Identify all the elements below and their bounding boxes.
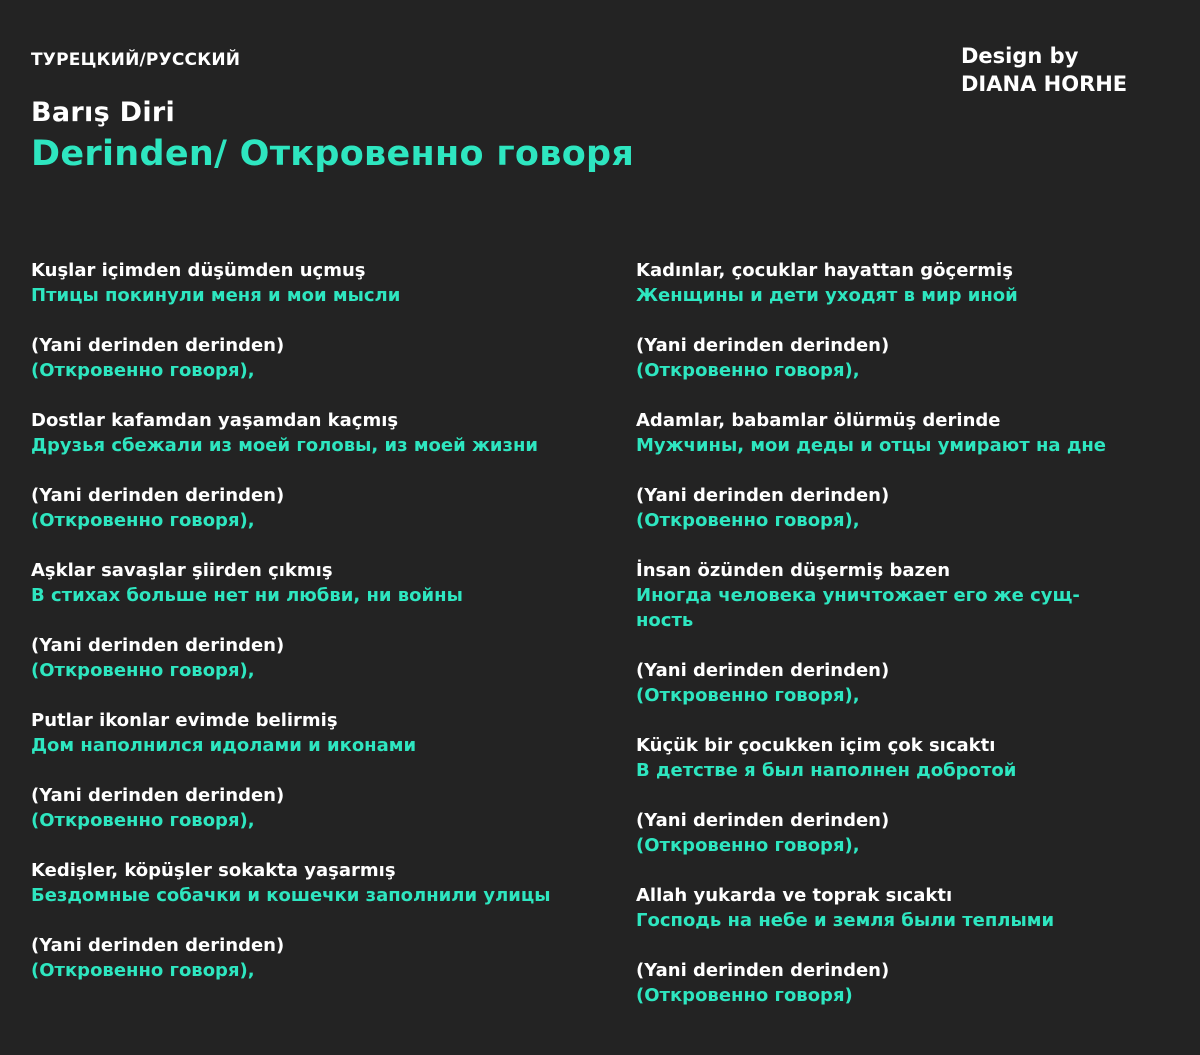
- turkish-line: (Yani derinden derinden): [31, 635, 285, 656]
- russian-line: (Откровенно говоря),: [636, 835, 860, 856]
- lyric-pair: [31, 633, 611, 683]
- turkish-line: (Yani derinden derinden): [636, 960, 890, 981]
- russian-line: (Откровенно говоря),: [31, 510, 255, 531]
- turkish-line: Kuşlar içimden düşümden uçmuş: [31, 260, 366, 281]
- russian-line: В детстве я был наполнен добротой: [636, 760, 1017, 781]
- russian-line: Дом наполнился идолами и иконами: [31, 735, 417, 756]
- russian-line: Мужчины, мои деды и отцы умирают на дне: [636, 435, 1107, 456]
- russian-line: Господь на небе и земля были теплыми: [636, 910, 1055, 931]
- credit-line-1: Design by: [961, 44, 1079, 68]
- artist-name: Barış Diri: [31, 97, 176, 128]
- lyric-pair: [31, 483, 611, 533]
- lyric-pair: [31, 408, 611, 458]
- turkish-line: İnsan özünden düşermiş bazen: [636, 560, 951, 581]
- credit-line-2: DIANA HORHE: [961, 72, 1128, 96]
- design-credit: [961, 42, 1127, 98]
- lyric-pair: [31, 558, 611, 608]
- russian-line: (Откровенно говоря),: [636, 360, 860, 381]
- lyric-pair: [31, 258, 611, 308]
- song-title: Derinden/ Откровенно говоря: [31, 134, 635, 174]
- turkish-line: (Yani derinden derinden): [31, 335, 285, 356]
- russian-line: Птицы покинули меня и мои мысли: [31, 285, 401, 306]
- language-label: ТУРЕЦКИЙ/РУССКИЙ: [31, 50, 241, 70]
- russian-line: Иногда человека уничтожает его же сущ-ность: [636, 585, 1080, 631]
- russian-line: (Откровенно говоря),: [636, 510, 860, 531]
- lyric-pair: [636, 408, 1166, 458]
- lyric-pair: [31, 858, 611, 908]
- turkish-line: Küçük bir çocukken içim çok sıcaktı: [636, 735, 996, 756]
- turkish-line: Adamlar, babamlar ölürmüş derinde: [636, 410, 1001, 431]
- turkish-line: (Yani derinden derinden): [636, 810, 890, 831]
- lyric-pair: [31, 783, 611, 833]
- lyric-pair: [636, 658, 1166, 708]
- russian-line: (Откровенно говоря),: [31, 960, 255, 981]
- lyric-pair: [31, 708, 611, 758]
- turkish-line: (Yani derinden derinden): [31, 485, 285, 506]
- russian-line: (Откровенно говоря),: [31, 660, 255, 681]
- russian-line: В стихах больше нет ни любви, ни войны: [31, 585, 463, 606]
- russian-line: Женщины и дети уходят в мир иной: [636, 285, 1018, 306]
- turkish-line: Putlar ikonlar evimde belirmiş: [31, 710, 338, 731]
- turkish-line: (Yani derinden derinden): [636, 660, 890, 681]
- lyric-pair: [31, 333, 611, 383]
- russian-line: Бездомные собачки и кошечки заполнили улицы: [31, 885, 551, 906]
- russian-line: (Откровенно говоря): [636, 985, 853, 1006]
- lyric-pair: [636, 558, 1166, 633]
- turkish-line: Kedişler, köpüşler sokakta yaşarmış: [31, 860, 396, 881]
- lyrics-right-column: [636, 258, 1166, 1033]
- lyric-pair: [636, 258, 1166, 308]
- lyric-pair: [636, 958, 1166, 1008]
- turkish-line: Kadınlar, çocuklar hayattan göçermiş: [636, 260, 1013, 281]
- turkish-line: Aşklar savaşlar şiirden çıkmış: [31, 560, 333, 581]
- lyric-pair: [636, 333, 1166, 383]
- lyrics-left-column: [31, 258, 611, 1008]
- lyric-pair: [636, 483, 1166, 533]
- lyric-pair: [636, 733, 1166, 783]
- russian-line: (Откровенно говоря),: [31, 810, 255, 831]
- russian-line: (Откровенно говоря),: [636, 685, 860, 706]
- lyric-pair: [636, 808, 1166, 858]
- russian-line: Друзья сбежали из моей головы, из моей жизни: [31, 435, 539, 456]
- turkish-line: (Yani derinden derinden): [31, 785, 285, 806]
- turkish-line: (Yani derinden derinden): [31, 935, 285, 956]
- turkish-line: Allah yukarda ve toprak sıcaktı: [636, 885, 953, 906]
- turkish-line: Dostlar kafamdan yaşamdan kaçmış: [31, 410, 399, 431]
- lyric-pair: [31, 933, 611, 983]
- russian-line: (Откровенно говоря),: [31, 360, 255, 381]
- turkish-line: (Yani derinden derinden): [636, 335, 890, 356]
- lyric-pair: [636, 883, 1166, 933]
- turkish-line: (Yani derinden derinden): [636, 485, 890, 506]
